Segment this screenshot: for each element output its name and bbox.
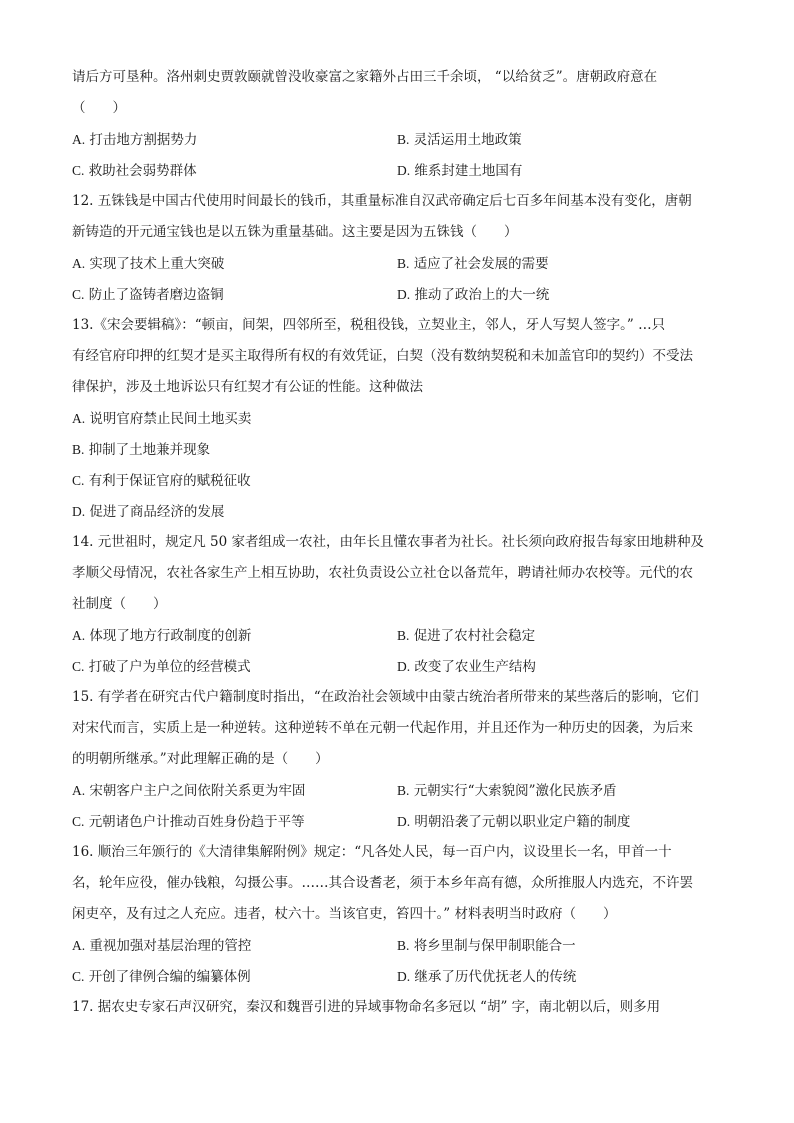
options-row bbox=[72, 620, 732, 651]
question-13-line-2: 有经官府印押的红契才是买主取得所有权的有效凭证，白契（没有数纳契税和未加盖官印的契约）不受法 bbox=[72, 348, 693, 364]
option-b[interactable]: B. 适应了社会发展的需要 bbox=[397, 256, 549, 272]
option-b[interactable]: B. 元朝实行“大索貌阅”激化民族矛盾 bbox=[397, 783, 617, 799]
question-15-line-2: 对宋代而言，实质上是一种逆转。这种逆转不单在元朝一代起作用，并且还作为一种历史的因袭，为后来 bbox=[72, 720, 693, 736]
question-16-line-1: 16. 顺治三年颁行的《大清律集解附例》规定：“凡各处人民，每一百户内，议设里长一名，甲首一十 bbox=[72, 844, 672, 860]
question-16-line-2: 名，轮年应役，催办钱粮，勾摄公事。……其合设耆老，须于本乡年高有德，众所推服人内选充，不许罢 bbox=[72, 875, 693, 891]
options-row bbox=[72, 775, 732, 806]
question-14-line-3: 社制度（ ） bbox=[72, 596, 167, 612]
question-17 bbox=[72, 992, 732, 1023]
question-11-line-2: （ ） bbox=[72, 100, 126, 116]
question-13-line-1: 13.《宋会要辑稿》：“顿亩，间架，四邻所至，税租役钱，立契业主，邻人，牙人写契人签字。” …只 bbox=[72, 317, 666, 333]
question-11-line-1: 请后方可垦种。洛州刺史贾敦颐就曾没收豪富之家籍外占田三千余顷， “以给贫乏”。唐朝政府意在 bbox=[72, 69, 658, 85]
options-row bbox=[72, 496, 732, 527]
question-15-line-1: 15. 有学者在研究古代户籍制度时指出，“在政治社会领域中由蒙古统治者所带来的某些落后的影响，它们 bbox=[72, 689, 699, 705]
question-13 bbox=[72, 310, 732, 527]
option-b[interactable]: B. 灵活运用土地政策 bbox=[397, 132, 522, 148]
option-a[interactable]: A. 打击地方割据势力 bbox=[72, 132, 198, 148]
options-row bbox=[72, 961, 732, 992]
option-b[interactable]: B. 抑制了土地兼并现象 bbox=[72, 442, 211, 458]
options-row bbox=[72, 248, 732, 279]
options-row bbox=[72, 465, 732, 496]
option-a[interactable]: A. 体现了地方行政制度的创新 bbox=[72, 628, 252, 644]
option-c[interactable]: C. 打破了户为单位的经营模式 bbox=[72, 659, 251, 675]
options-row bbox=[72, 651, 732, 682]
option-a[interactable]: A. 实现了技术上重大突破 bbox=[72, 256, 225, 272]
option-c[interactable]: C. 元朝诸色户计推动百姓身份趋于平等 bbox=[72, 814, 305, 830]
question-12-line-1: 12. 五铢钱是中国古代使用时间最长的钱币，其重量标准自汉武帝确定后七百多年间基本没有变化，唐朝 bbox=[72, 193, 692, 209]
options-row bbox=[72, 806, 732, 837]
options-row bbox=[72, 434, 732, 465]
question-page bbox=[72, 62, 732, 1023]
option-a[interactable]: A. 重视加强对基层治理的管控 bbox=[72, 938, 252, 954]
option-c[interactable]: C. 开创了律例合编的编纂体例 bbox=[72, 969, 251, 985]
option-d[interactable]: D. 促进了商品经济的发展 bbox=[72, 504, 225, 520]
question-14-line-2: 孝顺父母情况，农社各家生产上相互协助，农社负责设公立社仓以备荒年，聘请社师办农校等。元代的农 bbox=[72, 565, 693, 581]
question-15 bbox=[72, 682, 732, 837]
question-16 bbox=[72, 837, 732, 992]
question-15-line-3: 的明朝所继承。”对此理解正确的是（ ） bbox=[72, 751, 329, 767]
option-b[interactable]: B. 将乡里制与保甲制职能合一 bbox=[397, 938, 576, 954]
options-row bbox=[72, 279, 732, 310]
question-12 bbox=[72, 186, 732, 310]
option-d[interactable]: D. 继承了历代优抚老人的传统 bbox=[397, 969, 577, 985]
question-13-line-3: 律保护，涉及土地诉讼只有红契才有公证的性能。这种做法 bbox=[72, 379, 423, 395]
question-17-line-1: 17. 据农史专家石声汉研究，秦汉和魏晋引进的异域事物命名多冠以 “胡” 字，南北朝以后，则多用 bbox=[72, 999, 661, 1015]
option-c[interactable]: C. 防止了盗铸者磨边盗铜 bbox=[72, 287, 224, 303]
option-b[interactable]: B. 促进了农村社会稳定 bbox=[397, 628, 536, 644]
option-d[interactable]: D. 维系封建土地国有 bbox=[397, 163, 523, 179]
question-14-line-1: 14. 元世祖时，规定凡 50 家者组成一农社，由年长且懂农事者为社长。社长须向政府报告每家田地耕种及 bbox=[72, 534, 705, 550]
option-c[interactable]: C. 有利于保证官府的赋税征收 bbox=[72, 473, 251, 489]
option-a[interactable]: A. 宋朝客户主户之间依附关系更为牢固 bbox=[72, 783, 306, 799]
option-a[interactable]: A. 说明官府禁止民间土地买卖 bbox=[72, 411, 252, 427]
options-row bbox=[72, 930, 732, 961]
question-16-line-3: 闲吏卒，及有过之人充应。违者，杖六十。当该官吏，笞四十。” 材料表明当时政府（ ） bbox=[72, 906, 617, 922]
question-12-line-2: 新铸造的开元通宝钱也是以五铢为重量基础。这主要是因为五铢钱（ ） bbox=[72, 224, 518, 240]
option-d[interactable]: D. 明朝沿袭了元朝以职业定户籍的制度 bbox=[397, 814, 631, 830]
options-row bbox=[72, 124, 732, 155]
options-row bbox=[72, 403, 732, 434]
question-11 bbox=[72, 62, 732, 186]
question-14 bbox=[72, 527, 732, 682]
option-c[interactable]: C. 救助社会弱势群体 bbox=[72, 163, 197, 179]
option-d[interactable]: D. 改变了农业生产结构 bbox=[397, 659, 536, 675]
option-d[interactable]: D. 推动了政治上的大一统 bbox=[397, 287, 550, 303]
options-row bbox=[72, 155, 732, 186]
